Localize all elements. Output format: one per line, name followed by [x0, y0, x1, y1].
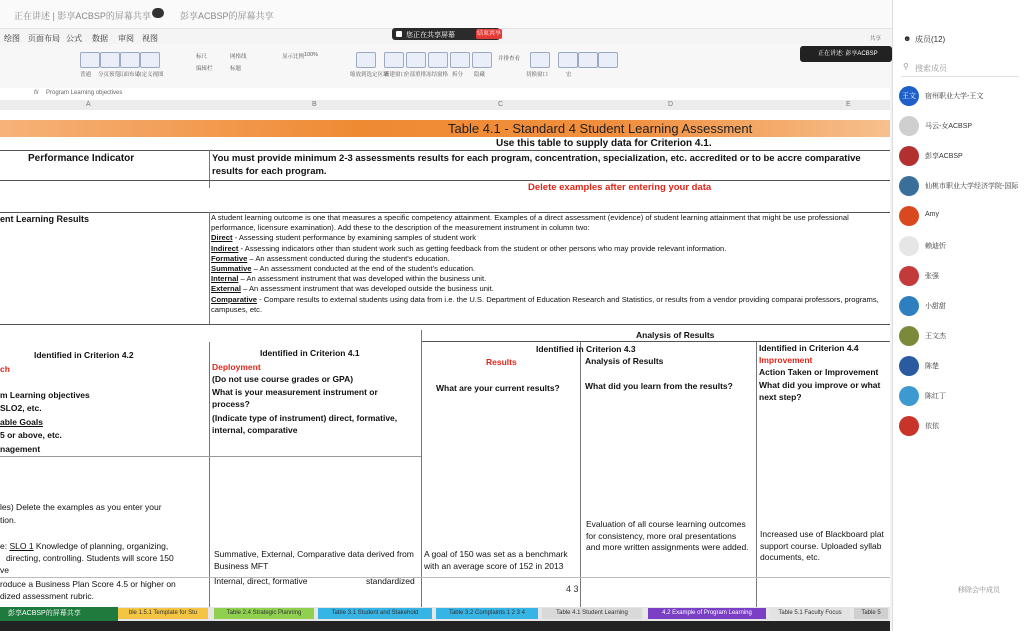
- avatar: [899, 146, 919, 166]
- page-break-button[interactable]: [100, 52, 120, 68]
- custom-view-label: 自定义视图: [136, 72, 164, 78]
- table-subtitle: Use this table to supply data for Criterion 4.1.: [496, 138, 712, 149]
- example-bp: roduce a Business Plan Score 4.5 or higher on: [0, 579, 176, 589]
- column-header-d[interactable]: D: [668, 101, 674, 108]
- member-name: 依依: [925, 423, 939, 430]
- col-b-question: What is your measurement instrument or process?: [212, 387, 378, 409]
- members-icon: ☻: [903, 34, 912, 43]
- window-title: 正在讲述 | 影享ACBSP的屏幕共享: [14, 11, 151, 21]
- page-layout-button[interactable]: [120, 52, 140, 68]
- col-d-criterion: Identified in Criterion 4.3: [536, 344, 636, 354]
- example-d-row1: Evaluation of all course learning outcomes for consistency, more oral presentations and more written assignments were added.: [586, 519, 749, 552]
- split-button[interactable]: [450, 52, 470, 68]
- menu-formulas[interactable]: 公式: [66, 34, 82, 43]
- avatar: [899, 86, 919, 106]
- menu-page-layout[interactable]: 页面布局: [28, 34, 60, 43]
- member-name: 马云-女ACBSP: [925, 123, 973, 130]
- member-name: 彭享ACBSP: [925, 153, 963, 160]
- app-title: 彭享ACBSP的屏幕共享: [180, 11, 274, 21]
- col-a-line5: nagement: [0, 444, 41, 454]
- col-a-line4: 5 or above, etc.: [0, 430, 62, 440]
- macros-record-button[interactable]: [578, 52, 598, 68]
- headings-checkbox[interactable]: 标题: [230, 66, 242, 72]
- col-b-indicate: (Indicate type of instrument) direct, formative, internal, comparative: [212, 413, 398, 435]
- table-banner: [0, 120, 890, 137]
- member-name: 陈红丁: [925, 393, 946, 400]
- arrange-all-button[interactable]: [406, 52, 426, 68]
- member-panel: [892, 0, 1024, 631]
- member-item[interactable]: [899, 206, 1023, 228]
- freeze-panes-label: 冻结窗格: [426, 72, 449, 78]
- member-name: Amy: [925, 211, 939, 218]
- page-layout-label: 页面布局: [118, 72, 141, 78]
- page-break-label: 分页预览: [98, 72, 121, 78]
- switch-window-label: 切换窗口: [526, 72, 549, 78]
- col-a-red: ch: [0, 364, 10, 374]
- sheet-tab-1[interactable]: ble 1.5.1 Template for Stu: [118, 608, 208, 619]
- sheet-tab-8[interactable]: Table 5: [854, 608, 888, 619]
- column-header-b[interactable]: B: [312, 101, 317, 108]
- new-window-label: 新建窗口: [384, 72, 407, 78]
- custom-view-button[interactable]: [140, 52, 160, 68]
- stop-share-button[interactable]: 结束共享: [476, 31, 501, 37]
- sheet-tab-7[interactable]: Table 5.1 Faculty Focus: [770, 608, 850, 619]
- side-by-side-label[interactable]: 并排查看: [498, 56, 521, 62]
- hide-button[interactable]: [472, 52, 492, 68]
- avatar-initials: 王文: [902, 93, 916, 100]
- member-item[interactable]: [899, 416, 1023, 438]
- macros-button[interactable]: [558, 52, 578, 68]
- definition-comparative: Comparative - Compare results to external students using data from i.e. the U.S. Department of Education Research and Statistics, or results from a vendor providing comparai professors, programs, campuses, etc.: [211, 294, 879, 314]
- cloud-icon: [152, 8, 164, 18]
- member-item[interactable]: [899, 296, 1023, 318]
- share-label[interactable]: 共享: [870, 36, 882, 42]
- search-placeholder: 搜索成员: [915, 64, 947, 73]
- new-window-button[interactable]: [384, 52, 404, 68]
- macros-label: 宏: [566, 72, 572, 78]
- menu-review[interactable]: 审阅: [118, 34, 134, 43]
- example-bp-2: dized assessment rubric.: [0, 591, 95, 601]
- slr-label: ent Learning Results: [0, 214, 90, 224]
- menu-data[interactable]: 数据: [92, 34, 108, 43]
- definition-indirect: Indirect - Assessing indicators other than student work such as getting feedback from the student or other persons who may provide relevant information.: [211, 243, 727, 253]
- share-status-text: 您正在共享屏幕: [406, 32, 455, 39]
- example-slo-2: directing, controlling. Students will score 150: [6, 553, 174, 563]
- freeze-panes-button[interactable]: [428, 52, 448, 68]
- col-e-criterion: Identified in Criterion 4.4: [759, 343, 859, 353]
- column-header-e[interactable]: E: [846, 101, 851, 108]
- split-label: 拆分: [452, 72, 464, 78]
- member-item[interactable]: [899, 146, 1023, 168]
- example-delete-note: les) Delete the examples as you enter your: [0, 502, 162, 512]
- sheet-tab-3[interactable]: Table 3.1 Student and Stakehold: [318, 608, 432, 619]
- title-bar: [0, 0, 1024, 29]
- member-name: 小甜甜: [925, 303, 946, 310]
- sheet-tab-bar: [0, 607, 890, 621]
- col-d-question: What did you learn from the results?: [585, 381, 733, 391]
- definition-internal: Internal – An assessment instrument that was developed within the business unit.: [211, 274, 487, 284]
- avatar: [899, 266, 919, 286]
- remove-member-link[interactable]: 移除会中成员: [958, 587, 1000, 594]
- col-a-line2: SLO2, etc.: [0, 403, 42, 413]
- example-e-row1: Increased use of Blackboard plat support course. Uploaded syllab documents, etc.: [760, 529, 884, 562]
- spreadsheet-grid[interactable]: [0, 110, 890, 607]
- col-b-note: (Do not use course grades or GPA): [212, 374, 354, 384]
- example-b-row2a: Internal, direct, formative: [214, 576, 308, 586]
- share-note: 彭享ACBSP的屏幕共享: [0, 607, 118, 621]
- col-a-line1: m Learning objectives: [0, 390, 90, 400]
- sheet-tab-6[interactable]: 4.2 Example of Program Learning: [648, 608, 766, 619]
- menu-draw[interactable]: 绘图: [4, 34, 20, 43]
- ruler-checkbox[interactable]: 标尺: [196, 54, 208, 60]
- avatar: [899, 206, 919, 226]
- menu-bar: [0, 30, 890, 44]
- zoom-value[interactable]: 100%: [304, 52, 319, 58]
- zoom-label: 显示比例: [282, 54, 305, 60]
- switch-window-button[interactable]: [530, 52, 550, 68]
- col-b-red: Deployment: [212, 362, 261, 372]
- avatar: [899, 176, 919, 196]
- avatar: [899, 296, 919, 316]
- member-item[interactable]: [899, 356, 1023, 378]
- col-e-label: Action Taken or Improvement: [759, 367, 879, 377]
- avatar: [899, 236, 919, 256]
- presenter-badge: 正在讲述: 彭享ACBSP: [800, 46, 892, 62]
- avatar: [899, 386, 919, 406]
- member-item[interactable]: [899, 176, 1023, 198]
- zoom-selection-button[interactable]: [356, 52, 376, 68]
- member-name: 宿州职业大学-王文: [925, 93, 984, 100]
- col-a-line3: able Goals: [0, 417, 43, 427]
- perf-indicator-text: You must provide minimum 2-3 assessments results for each program, concentration, specialization, etc. accredited or to be accre comparative results for each program.: [212, 153, 861, 177]
- col-e-red: Improvement: [759, 355, 813, 365]
- sheet-tab-4[interactable]: Table 3.2 Complaints 1 2 3 4: [436, 608, 538, 619]
- member-item[interactable]: [899, 86, 1023, 108]
- definition-intro: A student learning outcome is one that measures a specific competency attainment. Examples of a direct assessment (evidence) of student learning attainment that might be use professional performance, licensure examination). Add these to the description of the measurement instrument in column two:: [211, 213, 849, 233]
- table-title: Table 4.1 - Standard 4 Student Learning Assessment: [448, 121, 753, 136]
- definition-formative: Formative – An assessment conducted during the student's education.: [211, 253, 450, 263]
- formula-bar-checkbox[interactable]: 编辑栏: [196, 66, 213, 72]
- bottom-edge: [0, 621, 890, 631]
- member-name: 仙桃市职业大学经济学院-国际: [925, 183, 1019, 190]
- definition-external: External – An assessment instrument that was developed outside the business unit.: [211, 284, 494, 294]
- gridlines-checkbox[interactable]: 网格线: [230, 54, 247, 60]
- avatar: [899, 326, 919, 346]
- sheet-tab-2[interactable]: Table 2.4 Strategic Planning: [214, 608, 314, 619]
- page-number: 4 3: [566, 584, 579, 594]
- avatar: [899, 416, 919, 436]
- members-label: 成员(12): [915, 35, 946, 44]
- column-header-c[interactable]: C: [498, 101, 504, 108]
- example-b-row1: Summative, External, Comparative data derived from Business MFT: [214, 549, 414, 571]
- delete-notice: Delete examples after entering your data: [528, 182, 712, 193]
- member-item[interactable]: [899, 236, 1023, 258]
- formula-content[interactable]: Program Learning objectives: [46, 90, 123, 96]
- definitions-block: [211, 213, 889, 315]
- member-item[interactable]: [899, 386, 1023, 408]
- avatar: [899, 116, 919, 136]
- definition-summative: Summative – An assessment conducted at the end of the student's education.: [211, 264, 476, 274]
- col-a-criterion: Identified in Criterion 4.2: [34, 350, 134, 360]
- arrange-all-label: 全部重排: [404, 72, 427, 78]
- normal-view-button[interactable]: [80, 52, 100, 68]
- search-icon: ⚲: [903, 62, 909, 71]
- example-b-row2b: standardized: [366, 576, 415, 586]
- member-item[interactable]: [899, 266, 1023, 288]
- column-header-a[interactable]: A: [86, 101, 91, 108]
- member-item[interactable]: [899, 116, 1023, 138]
- example-delete-note-2: tion.: [0, 515, 17, 525]
- avatar: [899, 356, 919, 376]
- member-search[interactable]: [901, 60, 1019, 77]
- col-c-question: What are your current results?: [436, 383, 560, 393]
- hide-label: 隐藏: [474, 72, 486, 78]
- member-name: 赖迪忻: [925, 243, 946, 250]
- col-e-question: What did you improve or what next step?: [759, 380, 881, 402]
- col-c-red: Results: [486, 357, 517, 367]
- member-name: 陈楚: [925, 363, 939, 370]
- member-name: 张强: [925, 273, 939, 280]
- example-slo: e: SLO 1 Knowledge of planning, organizing,: [0, 541, 169, 551]
- analysis-header: Analysis of Results: [636, 330, 715, 340]
- menu-view[interactable]: 视图: [142, 34, 158, 43]
- sheet-tab-5[interactable]: Table 4.1 Student Learning: [542, 608, 642, 619]
- normal-view-label: 普通: [80, 72, 92, 78]
- zoom-selection-label: 缩放到选定区域: [350, 72, 389, 78]
- fx-icon: fx: [34, 90, 39, 96]
- example-slo-3: ve: [0, 565, 9, 575]
- col-d-label: Analysis of Results: [585, 356, 664, 366]
- example-c-row1: A goal of 150 was set as a benchmark with an average score of 152 in 2013: [424, 549, 568, 571]
- macros-options-button[interactable]: [598, 52, 618, 68]
- member-name: 王文杰: [925, 333, 946, 340]
- definition-direct: Direct - Assessing student performance by examining samples of student work: [211, 233, 477, 243]
- member-item[interactable]: [899, 326, 1023, 348]
- perf-indicator-label: Performance Indicator: [28, 153, 135, 164]
- col-b-criterion: Identified in Criterion 4.1: [260, 348, 360, 358]
